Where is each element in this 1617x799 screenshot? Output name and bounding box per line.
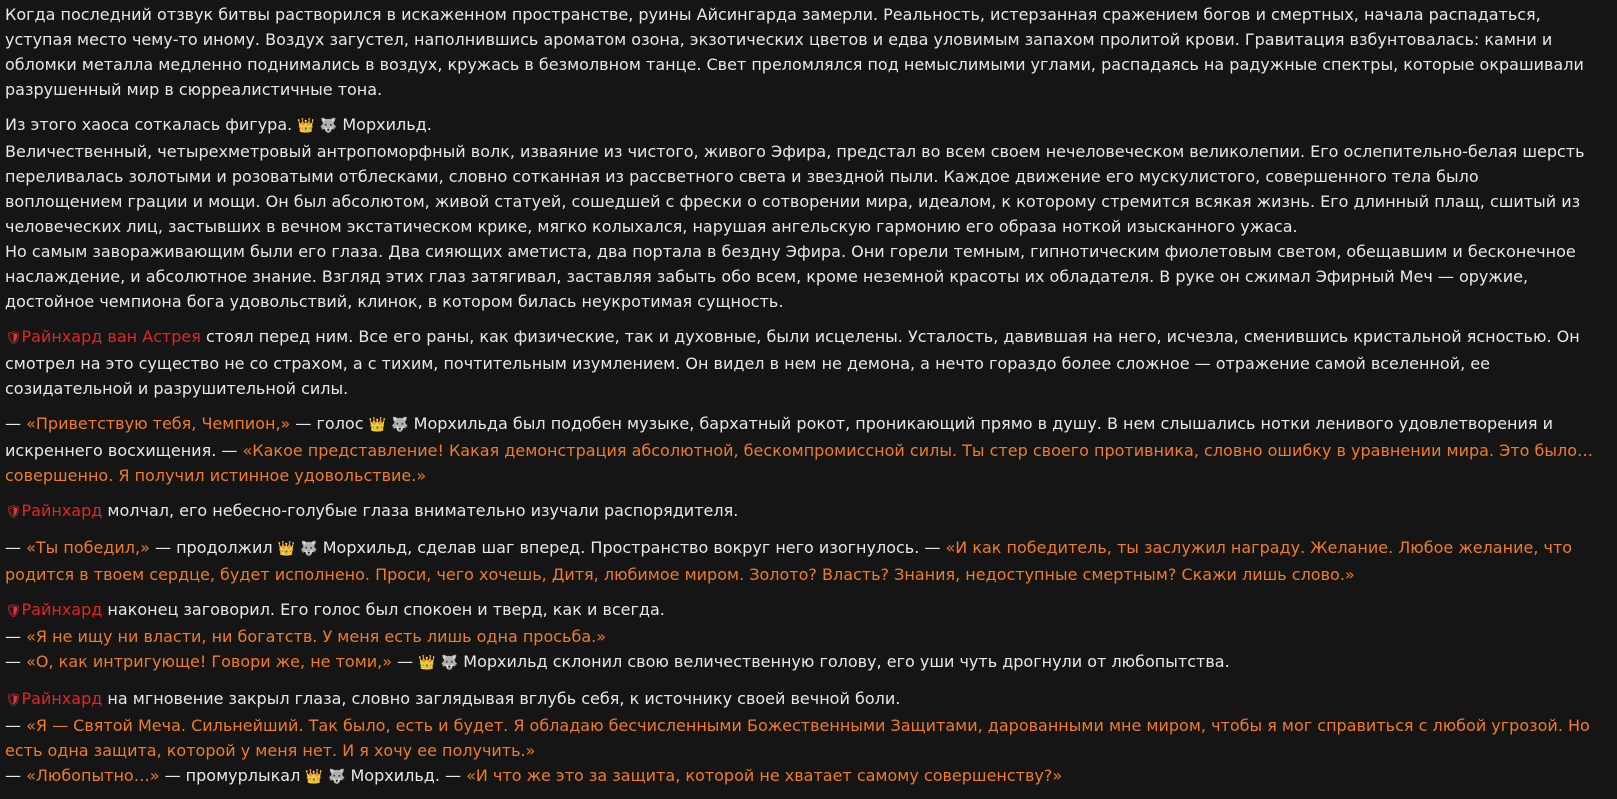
dash: — — [5, 716, 27, 735]
intro-text: Когда последний отзвук битвы растворился в искаженном пространстве, руины Айсингарда замерли. Реальность, истерзанная сражением богов и смертных, начала распадаться, уступая место чему-то иному. Воздух загустел, наполнившись ароматом озона, экзотических цветов и едва уловимым запахом пролитой крови. Гравитация взбунтовалась: камни и обломки металла медленно поднимались в воздух, кружась в безмолвном танце. Свет преломлялся под немыслимыми углами, распадаясь на радужные спектры, которые окрашивали разрушенный мир в сюрреалистичные тона. — [5, 5, 1584, 99]
shield-icon: 🛡 — [5, 604, 22, 619]
morkhild-eyes-description: Но самым завораживающим были его глаза. Два сияющих аметиста, два портала в бездну Эфира. Они горели темным, гипнотическим фиолетовым светом, обещавшим и бесконечное наслаждение, и абсолютное знание. Взгляд этих глаз затягивал, заставляя забыть обо всем, кроме неземной красоты их обладателя. В руке он сжимал Эфирный Меч — оружие, достойное чемпиона бога удовольствий, клинок, в котором билась неукротимая сущность. — [5, 242, 1576, 311]
crown-icon: 👑 — [418, 655, 436, 671]
reinhard-closes-eyes-line — [5, 686, 1595, 713]
paragraph-reward — [5, 535, 1595, 587]
crown-icon: 👑 — [297, 118, 315, 134]
character-name-reinhard: Райнхард — [21, 600, 103, 619]
paragraph-reinhard-stands — [5, 324, 1595, 401]
dash: — — [5, 414, 27, 433]
character-name-reinhard: Райнхард — [21, 501, 103, 520]
shield-icon: 🛡 — [5, 331, 22, 346]
dash: — — [5, 538, 27, 557]
narration-voice-description: Морхильда был подобен музыке, бархатный рокот, проникающий прямо в душу. В нем слышались нотки ленивого удовлетворения и искреннего восхищения. — — [5, 414, 1554, 460]
curious-line — [5, 763, 1595, 790]
morkhild-description: Величественный, четырехметровый антропоморфный волк, изваяние из чистого, живого Эфира, предстал во всем своем нечеловеческом великолепии. Его ослепительно-белая шерсть переливалась золотыми и розоватыми отблесками, словно сотканная из рассветного света и звездной пыли. Каждое движение его мускулистого, совершенного тела было воплощением грации и мощи. Он был абсолютом, живой статуей, сошедшей с фрески о сотворении мира, идеалом, к которому стремится всякая жизнь. Его длинный плащ, сшитый из человеческих лиц, застывших в вечном экстатическом крике, мягко колыхался, нарушая ангельскую гармонию его образа ноткой изысканного ужаса. — [5, 142, 1585, 236]
wolf-icon: 🐺 — [300, 541, 318, 557]
reinhard-stands-text: стоял перед ним. Все его раны, как физические, так и духовные, были исцелены. Усталость, давившая на него, исчезла, сменившись кристальной ясностью. Он смотрел на это существо не со страхом, а с тихим, почтительным изумлением. Он видел в нем не демона, а нечто гораздо более сложное — отражение самой вселенной, ее созидательной и разрушительной силы. — [5, 327, 1580, 398]
speech-you-won: «Ты победил,» — [26, 538, 150, 557]
shield-icon: 🛡 — [5, 693, 22, 708]
narration-continued: — продолжил — [149, 538, 278, 557]
morkhild-name: Морхильд. — [342, 115, 432, 134]
paragraph-final — [5, 686, 1595, 790]
paragraph-reinhard-silent — [5, 498, 1595, 525]
speech-sword-saint: «Я — Святой Меча. Сильнейший. Так было, есть и будет. Я обладаю бесчисленными Божественными Защитами, дарованными мне миром, чтобы я мог справиться с любой угрозой. Но есть одна защита, которой у меня нет. И я хочу ее получить.» — [5, 716, 1590, 760]
crown-icon: 👑 — [368, 417, 387, 433]
narration-morkhild: Морхильд. — — [345, 766, 467, 785]
wolf-icon: 🐺 — [319, 118, 338, 134]
shield-icon: 🛡 — [5, 505, 22, 520]
narration-step-forward: Морхильд, сделав шаг вперед. Пространство вокруг него изогнулось. — — [317, 538, 946, 557]
reinhard-request-line — [5, 624, 1595, 649]
speech-one-request: «Я не ищу ни власти, ни богатств. У меня есть лишь одна просьба.» — [26, 627, 607, 646]
wolf-icon: 🐺 — [391, 417, 409, 433]
character-name-reinhard-full: Райнхард ван Астрея — [21, 327, 201, 346]
reinhard-silent-text: молчал, его небесно-голубые глаза внимательно изучали распорядителя. — [102, 501, 739, 520]
reinhard-speaks-text: наконец заговорил. Его голос был спокоен и тверд, как и всегда. — [102, 600, 665, 619]
crown-icon: 👑 — [305, 769, 323, 785]
morkhild-intro-line — [5, 112, 1595, 139]
reinhard-closes-eyes-text: на мгновение закрыл глаза, словно заглядывая вглубь себя, к источнику своей вечной боли. — [102, 689, 901, 708]
dash: — — [5, 627, 27, 646]
reinhard-speaks-line — [5, 597, 1595, 624]
speech-reward-offer: «И как победитель, ты заслужил награду. Желание. Любое желание, что родится в твоем сердце, будет исполнено. Проси, чего хочешь, Дитя, любимое миром. Золото? Власть? Знания, недоступные смертным? Скажи лишь слово.» — [5, 538, 1573, 584]
dash: — — [5, 652, 27, 671]
wolf-icon: 🐺 — [440, 655, 459, 671]
speech-intriguing: «О, как интригующе! Говори же, не томи,» — [26, 652, 393, 671]
narration-purred: — промурлыкал — [159, 766, 306, 785]
character-name-reinhard: Райнхард — [21, 689, 103, 708]
narration-dash: — — [392, 652, 419, 671]
dash: — — [5, 766, 27, 785]
speech-curious: «Любопытно…» — [26, 766, 160, 785]
paragraph-morkhild-appears — [5, 112, 1595, 314]
narration-head-bowed: Морхильд склонил свою величественную голову, его уши чуть дрогнули от любопытства. — [458, 652, 1230, 671]
paragraph-reinhard-speaks — [5, 597, 1595, 676]
narration-voice: — голос — [290, 414, 369, 433]
speech-performance: «Какое представление! Какая демонстрация абсолютной, бескомпромиссной силы. Ты стер своего противника, словно ошибку в уравнении мира. Это было… совершенно. Я получил истинное удовольствие.» — [5, 441, 1594, 485]
sword-saint-line — [5, 713, 1595, 763]
crown-icon: 👑 — [277, 541, 296, 557]
morkhild-intrigued-line — [5, 649, 1595, 676]
speech-greeting: «Приветствую тебя, Чемпион,» — [26, 414, 291, 433]
paragraph-intro — [5, 2, 1595, 102]
wolf-icon: 🐺 — [327, 769, 346, 785]
paragraph-greeting — [5, 411, 1595, 488]
speech-what-protection: «И что же это за защита, которой не хватает самому совершенству?» — [466, 766, 1063, 785]
intro-line-text: Из этого хаоса соткалась фигура. — [5, 115, 293, 134]
